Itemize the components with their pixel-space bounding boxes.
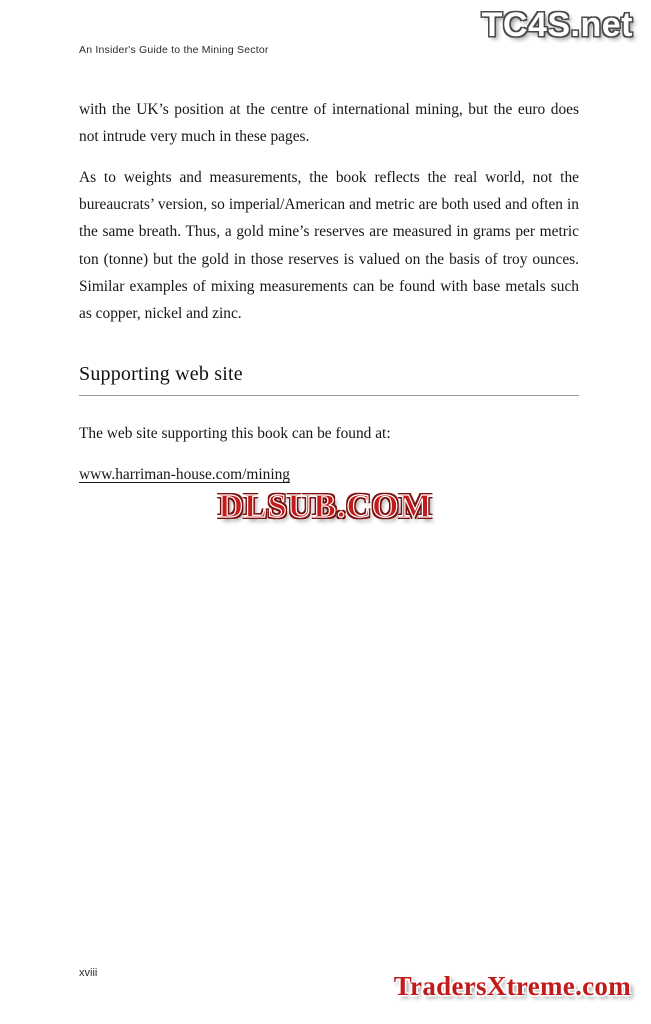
page-number: xviii [79, 967, 98, 979]
watermark-center [0, 487, 651, 527]
running-header: An Insider's Guide to the Mining Sector [79, 44, 269, 56]
section-lead-text: The web site supporting this book can be found at: [79, 424, 391, 442]
supporting-web-site-link[interactable]: www.harriman-house.com/mining [79, 465, 291, 483]
watermark-bottom-right: TradersXtreme.com [393, 971, 631, 1001]
section-supporting-web-site [79, 363, 579, 488]
section-heading: Supporting web site [79, 362, 243, 385]
section-divider [79, 395, 579, 396]
body-paragraph-1: with the UK’s position at the centre of international mining, but the euro does not intrude very much in these pages. [79, 101, 579, 146]
watermark-center-text: DLSUB.COM [218, 488, 433, 525]
page-content [79, 96, 579, 488]
body-paragraph-2: As to weights and measurements, the book reflects the real world, not the bureaucrats’ version, so imperial/American and metric are both used and often in the same breath. Thus, a gold mine’s reserves are measured in grams per metric ton (tonne) but the gold in those reserves is valued on the basis of troy ounces. Similar examples of mixing measurements can be found with base metals such as copper, nickel and zinc. [79, 169, 579, 322]
watermark-top-right: TC4S.net [481, 6, 633, 44]
